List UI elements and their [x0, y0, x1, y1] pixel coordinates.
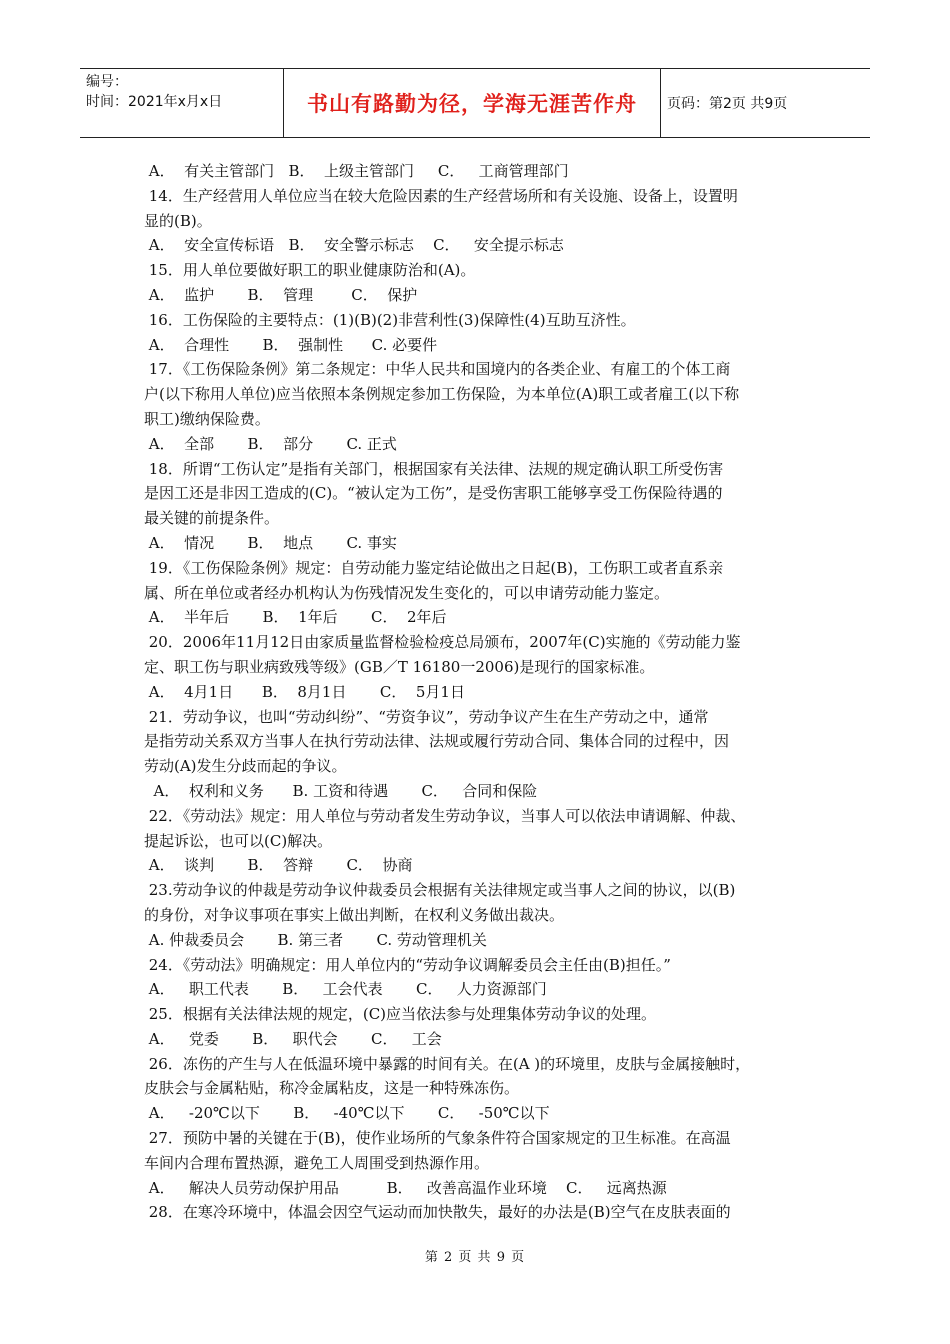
text-line: 23.劳动争议的仲裁是劳动争议仲裁委员会根据有关法律规定或当事人之间的协议，以(B): [144, 881, 736, 900]
text-line: A． 半年后 B． 1年后 C． 2年后: [144, 608, 447, 627]
page-header: [80, 68, 870, 138]
document-date-label: 时间：2021年x月x日: [86, 94, 223, 110]
text-line: A． 全部 B． 部分 C. 正式: [144, 434, 397, 453]
text-line: A． 职工代表 B． 工会代表 C． 人力资源部门: [144, 980, 547, 999]
text-line: A． -20℃以下 B． -40℃以下 C． -50℃以下: [144, 1104, 550, 1123]
text-line: 显的(B)。: [144, 211, 212, 230]
text-line: 15．用人单位要做好职工的职业健康防治和(A)。: [144, 261, 476, 280]
text-line: A． 安全宣传标语 B． 安全警示标志 C． 安全提示标志: [144, 236, 564, 255]
header-meta: [80, 69, 284, 137]
text-line: A. 仲裁委员会 B. 第三者 C. 劳动管理机关: [144, 930, 487, 949]
text-line: 是指劳动关系双方当事人在执行劳动法律、法规或履行劳动合同、集体合同的过程中，因: [144, 732, 730, 751]
text-line: 24．《劳动法》明确规定：用人单位内的“劳动争议调解委员会主任由(B)担任。”: [144, 955, 671, 974]
header-page-number: 页码：第2页 共9页: [667, 96, 788, 112]
text-line: 职工)缴纳保险费。: [144, 409, 270, 428]
text-line: 22．《劳动法》规定：用人单位与劳动者发生劳动争议，当事人可以依法申请调解、仲裁、: [144, 806, 746, 825]
text-line: 25．根据有关法律法规的规定，(C)应当依法参与处理集体劳动争议的处理。: [144, 1005, 657, 1024]
text-line: 14．生产经营用人单位应当在较大危险因素的生产经营场所和有关设施、设备上，设置明: [144, 186, 738, 205]
text-line: A． 监护 B． 管理 C． 保护: [144, 285, 418, 304]
text-line: 劳动(A)发生分歧而起的争议。: [144, 757, 347, 776]
text-line: 定、职工伤与职业病致残等级》(GB／T 16180一2006)是现行的国家标准。: [144, 657, 655, 676]
text-line: 17．《工伤保险条例》第二条规定：中华人民共和国境内的各类企业、有雇工的个体工商: [144, 360, 731, 379]
text-line: 皮肤会与金属粘贴，称冷金属粘皮，这是一种特殊冻伤。: [144, 1079, 520, 1098]
text-line: 属、所在单位或者经办机构认为伤残情况发生变化的，可以申请劳动能力鉴定。: [144, 583, 670, 602]
text-line: 20．2006年11月12日由家质量监督检验检疫总局颁布，2007年(C)实施的《劳动能力鉴: [144, 633, 741, 652]
text-line: A． 谈判 B． 答辩 C． 协商: [144, 856, 413, 875]
text-line: 19．《工伤保险条例》规定：自劳动能力鉴定结论做出之日起(B)，工伤职工或者直系亲: [144, 558, 724, 577]
text-line: A． 党委 B． 职代会 C． 工会: [144, 1029, 442, 1048]
text-line: A． 有关主管部门 B． 上级主管部门 C． 工商管理部门: [144, 162, 569, 180]
document-number-label: 编号：: [86, 74, 128, 90]
text-line: A． 合理性 B． 强制性 C. 必要件: [144, 335, 438, 354]
document-body: [144, 159, 824, 1225]
header-motto: 书山有路勤为径，学海无涯苦作舟: [307, 92, 637, 116]
page-footer: 第 2 页 共 9 页: [424, 1250, 526, 1265]
text-line: 户(以下称用人单位)应当依照本条例规定参加工伤保险，为本单位(A)职工或者雇工(以下称: [144, 385, 740, 404]
text-line: 27．预防中暑的关键在于(B)，使作业场所的气象条件符合国家规定的卫生标准。在高温: [144, 1129, 731, 1148]
text-line: 18．所谓“工伤认定”是指有关部门，根据国家有关法律、法规的规定确认职工所受伤害: [144, 459, 724, 478]
text-line: 车间内合理布置热源，避免工人周围受到热源作用。: [144, 1153, 490, 1172]
text-line: 提起诉讼，也可以(C)解决。: [144, 831, 333, 850]
text-line: 最关键的前提条件。: [144, 509, 280, 528]
header-page-cell: [661, 69, 876, 137]
text-line: 的身份，对争议事项在事实上做出判断，在权利义务做出裁决。: [144, 905, 565, 924]
text-line: 16．工伤保险的主要特点：(1)(B)(2)非营利性(3)保障性(4)互助互济性。: [144, 310, 636, 329]
text-line: 21．劳动争议，也叫“劳动纠纷”、“劳资争议”，劳动争议产生在生产劳动之中，通常: [144, 707, 709, 726]
header-motto-cell: [284, 69, 661, 137]
text-line: 28．在寒冷环境中，体温会因空气运动而加快散失，最好的办法是(B)空气在皮肤表面的: [144, 1203, 731, 1222]
text-line: A． 解决人员劳动保护用品 B． 改善高温作业环境 C． 远离热源: [144, 1178, 667, 1197]
text-line: A． 权利和义务 B. 工资和待遇 C． 合同和保险: [144, 781, 538, 800]
text-line: 26．冻伤的产生与人在低温环境中暴露的时间有关。在(A )的环境里，皮肤与金属接触时，: [144, 1054, 751, 1073]
text-line: A． 4月1日 B． 8月1日 C． 5月1日: [144, 682, 465, 701]
text-line: A． 情况 B． 地点 C. 事实: [144, 533, 397, 552]
text-line: 是因工还是非因工造成的(C)。“被认定为工伤”，是受伤害职工能够享受工伤保险待遇的: [144, 484, 723, 503]
